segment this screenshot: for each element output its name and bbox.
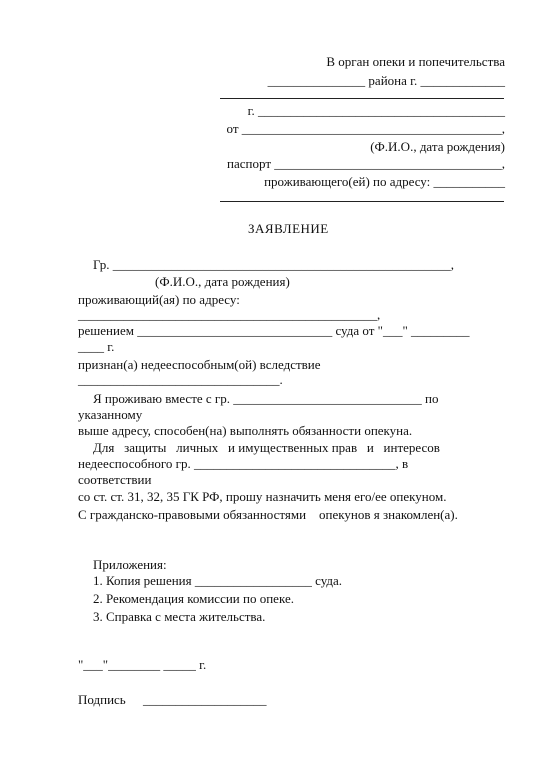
body-line-request: со ст. ст. 31, 32, 35 ГК РФ, прошу назначить меня его/ее опекуном. [78, 489, 447, 504]
addressee-line-city: г. ______________________________________ [247, 103, 505, 118]
attachment-item: 1. Копия решения __________________ суда. [93, 573, 343, 588]
addressee-line-1: В орган опеки и попечительства [326, 54, 505, 69]
body-line-capability: выше адресу, способен(на) выполнять обязанности опекуна. [78, 423, 413, 438]
body-line-ward-name: Гр. ____________________________________________________, [93, 257, 454, 272]
addressee-line-2: _______________ района г. _____________ [267, 73, 505, 88]
attachment-item: 3. Справка с места жительства. [93, 609, 266, 624]
attachment-item: 2. Рекомендация комиссии по опеке. [93, 591, 294, 606]
body-line-incapacity-blank: _______________________________. [78, 372, 283, 387]
body-line-ward-address: проживающий(ая) по адресу: [78, 292, 240, 307]
body-line-acknowledgement: С гражданско-правовыми обязанностями опекунов я знакомлен(а). [78, 507, 458, 522]
applicant-address-blank-line [220, 201, 504, 202]
applicant-fio-caption: (Ф.И.О., дата рождения) [370, 139, 505, 154]
attachments-heading: Приложения: [93, 557, 167, 572]
body-line-ward-caption: (Ф.И.О., дата рождения) [155, 274, 290, 289]
date-line: "___"________ _____ г. [78, 657, 207, 672]
document-title: ЗАЯВЛЕНИЕ [248, 221, 329, 236]
body-line-incapable-citizen: недееспособного гр. _______________________________, в [78, 456, 409, 471]
body-line-accordance: соответствии [78, 472, 152, 487]
body-line-cohabitation: Я проживаю вместе с гр. _____________________________ по [93, 391, 439, 406]
body-line-court-decision: решением ______________________________ суда от "___" _________ [78, 323, 470, 338]
applicant-from-line: от ________________________________________, [226, 121, 505, 136]
body-line-ward-address-blank: ______________________________________________, [78, 307, 381, 322]
body-line-court-year: ____ г. [78, 339, 115, 354]
body-line-cohabitation-cont: указанному [78, 407, 143, 422]
signature-line: ___________________ [143, 692, 267, 707]
applicant-address-line: проживающего(ей) по адресу: ___________ [264, 174, 505, 189]
signature-label: Подпись [78, 692, 126, 707]
applicant-passport-line: паспорт ___________________________________, [227, 156, 505, 171]
body-line-protection: Для защиты личных и имущественных прав и интересов [93, 440, 440, 455]
body-line-incapacity: признан(а) недееспособным(ой) вследствие [78, 357, 321, 372]
addressee-blank-line [220, 98, 504, 99]
